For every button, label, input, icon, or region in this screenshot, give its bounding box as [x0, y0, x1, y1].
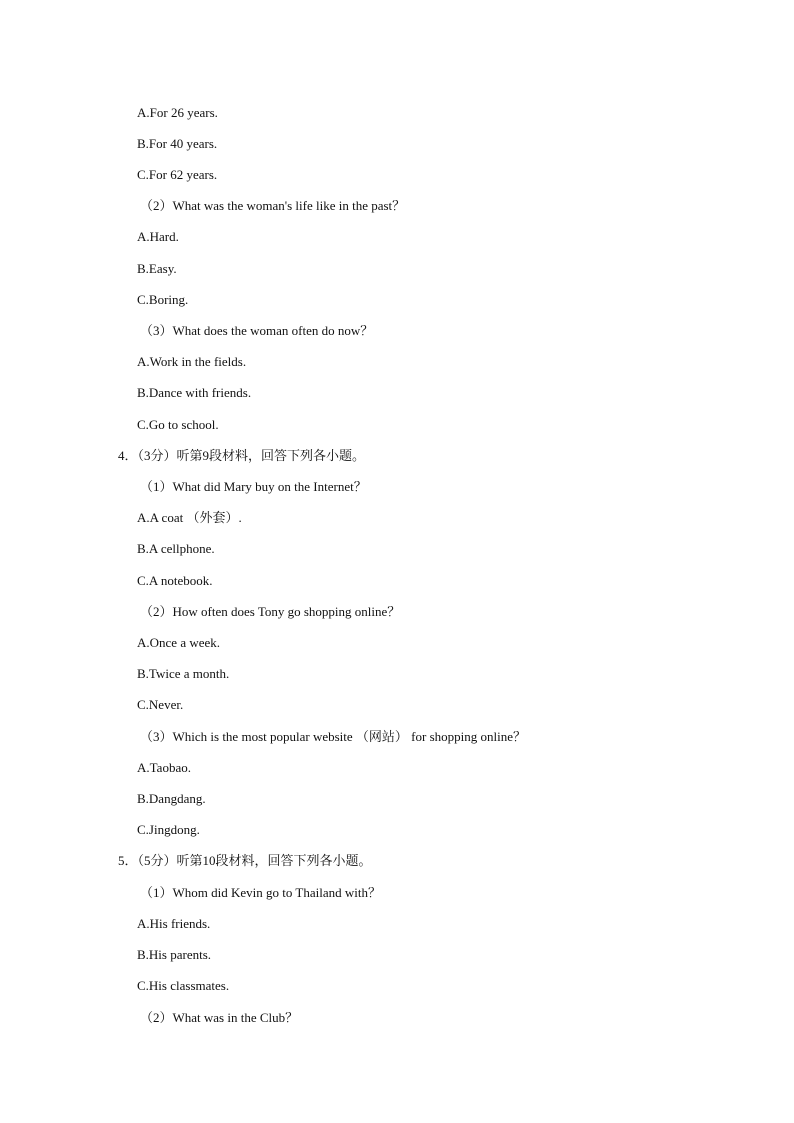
sub-question: （2）What was the woman's life like in the past？	[140, 198, 406, 213]
answer-option: C.Never.	[137, 697, 184, 712]
answer-option: B.Twice a month.	[137, 666, 230, 681]
answer-option: C.Boring.	[137, 292, 189, 307]
answer-option: A.Once a week.	[137, 635, 221, 650]
answer-option: C.A notebook.	[137, 573, 213, 588]
answer-option: A.For 26 years.	[137, 105, 218, 120]
answer-option: B.Easy.	[137, 261, 177, 276]
sub-question: （1）Whom did Kevin go to Thailand with？	[140, 885, 381, 900]
answer-option: C.Jingdong.	[137, 822, 200, 837]
question-heading: 5．（5分）听第10段材料，回答下列各小题。	[118, 853, 372, 868]
answer-option: C.Go to school.	[137, 417, 219, 432]
sub-question: （2）How often does Tony go shopping online？	[140, 604, 401, 619]
question-heading: 4．（3分）听第9段材料，回答下列各小题。	[118, 448, 366, 463]
answer-option: B.His parents.	[137, 947, 212, 962]
answer-option: A.Work in the fields.	[137, 354, 247, 369]
answer-option: B.Dance with friends.	[137, 385, 252, 400]
answer-option: A.A coat （外套）.	[137, 510, 242, 525]
answer-option: A.Taobao.	[137, 760, 191, 775]
answer-option: B.For 40 years.	[137, 136, 218, 151]
answer-option: B.A cellphone.	[137, 541, 215, 556]
answer-option: C.His classmates.	[137, 978, 230, 993]
sub-question: （3）What does the woman often do now？	[140, 323, 374, 338]
sub-question: （3）Which is the most popular website （网站） for shopping online？	[140, 729, 526, 744]
sub-question: （1）What did Mary buy on the Internet？	[140, 479, 367, 494]
sub-question: （2）What was in the Club？	[140, 1010, 299, 1025]
answer-option: C.For 62 years.	[137, 167, 218, 182]
answer-option: B.Dangdang.	[137, 791, 206, 806]
answer-option: A.His friends.	[137, 916, 211, 931]
answer-option: A.Hard.	[137, 229, 179, 244]
